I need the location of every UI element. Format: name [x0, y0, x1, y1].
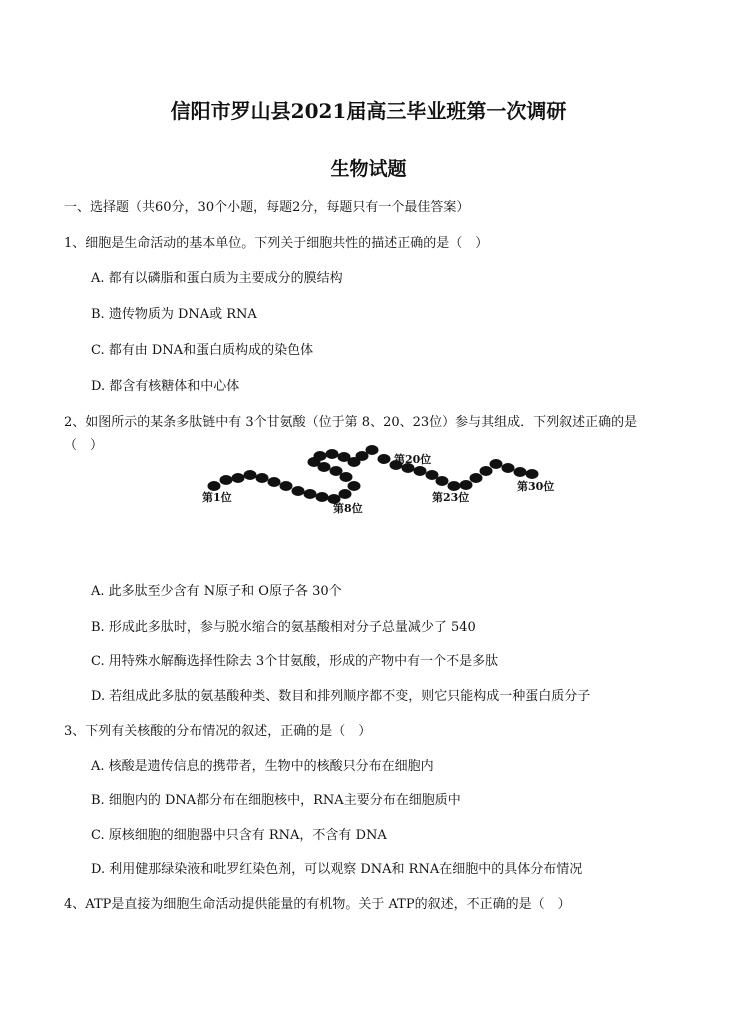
- amino-acid-bead: [339, 489, 352, 499]
- question-2-stem: 2、如图所示的某条多肽链中有 3个甘氨酸（位于第 8、20、23位）参与其组成．下列叙述正确的是: [64, 415, 638, 430]
- amino-acid-bead: [448, 481, 461, 491]
- amino-acid-bead: [378, 454, 391, 464]
- amino-acid-bead: [526, 469, 539, 479]
- question-3-stem: 3、下列有关核酸的分布情况的叙述，正确的是（ ）: [64, 724, 372, 739]
- amino-acid-bead: [304, 489, 317, 499]
- question-1-stem: 1、细胞是生命活动的基本单位。下列关于细胞共性的描述正确的是（ ）: [64, 236, 489, 251]
- amino-acid-bead: [220, 475, 233, 485]
- amino-acid-bead: [490, 459, 503, 469]
- amino-acid-bead: [502, 463, 515, 473]
- page-subtitle: 生物试题: [330, 158, 407, 180]
- label-position-1: 第1位: [202, 491, 232, 504]
- amino-acid-bead: [256, 473, 269, 483]
- amino-acid-bead: [280, 481, 293, 491]
- label-position-20: 第20位: [394, 453, 432, 466]
- question-4-stem: 4、ATP是直接为细胞生命活动提供能量的有机物。关于 ATP的叙述，不正确的是（ ）: [64, 897, 571, 912]
- question-3-option-c: C. 原核细胞的细胞器中只含有 RNA，不含有 DNA: [91, 828, 387, 843]
- amino-acid-bead: [232, 473, 245, 483]
- amino-acid-bead: [480, 466, 493, 476]
- amino-acid-bead: [316, 492, 329, 502]
- amino-acid-bead: [436, 476, 449, 486]
- amino-acid-bead: [366, 445, 379, 455]
- amino-acid-bead: [414, 466, 427, 476]
- question-2-option-c: C. 用特殊水解酶选择性除去 3个甘氨酸，形成的产物中有一个不是多肽: [91, 654, 499, 669]
- amino-acid-bead: [292, 486, 305, 496]
- question-1-option-c: C. 都有由 DNA和蛋白质构成的染色体: [91, 343, 314, 358]
- amino-acid-bead: [330, 466, 343, 476]
- question-3-option-a: A. 核酸是遗传信息的携带者，生物中的核酸只分布在细胞内: [91, 759, 434, 774]
- section-heading: 一、选择题（共60分，30个小题，每题2分，每题只有一个最佳答案）: [64, 200, 470, 215]
- question-3-option-d: D. 利用健那绿染液和吡罗红染色剂，可以观察 DNA和 RNA在细胞中的具体分布情况: [91, 862, 583, 877]
- question-3-option-b: B. 细胞内的 DNA都分布在细胞核中，RNA主要分布在细胞质中: [91, 793, 461, 808]
- label-position-30: 第30位: [517, 480, 555, 493]
- amino-acid-bead: [268, 477, 281, 487]
- amino-acid-bead: [514, 467, 527, 477]
- amino-acid-bead: [348, 481, 361, 491]
- amino-acid-bead: [326, 449, 339, 459]
- amino-acid-bead: [470, 473, 483, 483]
- amino-acid-bead: [208, 481, 221, 491]
- question-2-option-a: A. 此多肽至少含有 N原子和 O原子各 30个: [91, 584, 342, 599]
- amino-acid-beads: [208, 445, 539, 504]
- polypeptide-chain-diagram: [196, 444, 576, 524]
- label-position-8: 第8位: [333, 502, 363, 515]
- label-position-23: 第23位: [432, 491, 470, 504]
- question-1-option-b: B. 遗传物质为 DNA或 RNA: [91, 307, 257, 322]
- amino-acid-bead: [460, 480, 473, 490]
- question-2-option-d: D. 若组成此多肽的氨基酸种类、数目和排列顺序都不变，则它只能构成一种蛋白质分子: [91, 689, 591, 704]
- page-title: 信阳市罗山县2021届高三毕业班第一次调研: [170, 99, 567, 123]
- amino-acid-bead: [244, 470, 257, 480]
- question-2-stem-continuation: （ ）: [64, 438, 104, 453]
- amino-acid-bead: [314, 451, 327, 461]
- question-1-option-a: A. 都有以磷脂和蛋白质为主要成分的膜结构: [91, 271, 343, 286]
- question-2-option-b: B. 形成此多肽时，参与脱水缩合的氨基酸相对分子总量减少了 540: [91, 620, 476, 635]
- question-1-option-d: D. 都含有核糖体和中心体: [91, 379, 240, 394]
